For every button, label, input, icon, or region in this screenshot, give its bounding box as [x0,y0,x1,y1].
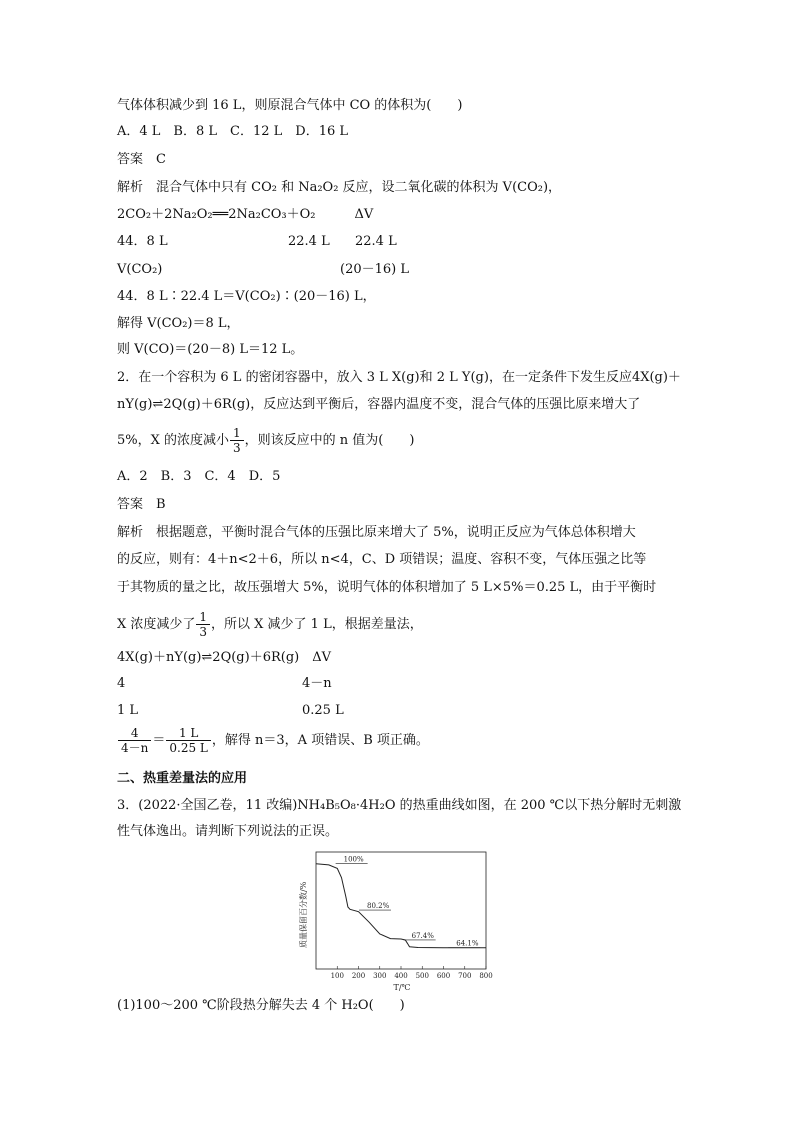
q1-solve1: 解得 V(CO₂)＝8 L， [117,316,240,331]
q3-line1: 3．(2022·全国乙卷，11 改编)NH₄B₅O₈·4H₂O 的热重曲线如图，在 200 ℃以下热分解时无刺激 [117,798,682,813]
x-axis-label: T/℃ [393,983,411,992]
q2-conc-frac2-den: 0.25 L [169,741,208,755]
x-tick-label: 200 [351,972,366,980]
q3-item1: (1)100～200 ℃阶段热分解失去 4 个 H₂O( ) [117,998,405,1013]
q1-row1-b: 22.4 L [288,234,330,249]
q2-analysis-l3: 于其物质的量之比，故压强增大 5%，说明气体的体积增加了 5 L×5%＝0.25 L，由于平衡时 [117,580,657,595]
q2-conclusion-line [117,726,429,755]
q2-l4-pre: X 浓度减少了 [117,617,196,632]
x-tick-label: 300 [373,972,387,980]
q2-l4-fraction [196,610,210,639]
q2-analysis-l2: 的反应，则有：4＋n<2＋6，所以 n<4，C、D 项错误；温度、容积不变，气体压强之比等 [117,552,647,567]
annotation-label: 100% [343,855,364,864]
q2-conc-frac1-num: 4 [118,726,151,741]
q2-line3-pre: 5%，X 的浓度减小 [117,433,230,448]
q1-options: A．4 L B．8 L C．12 L D．16 L [117,124,348,139]
q1-solve2: 则 V(CO)＝(20－8) L＝12 L。 [117,342,304,357]
q2-conc-frac2-num: 1 L [166,726,211,741]
x-tick-label: 700 [458,972,472,980]
q1-answer: 答案 C [117,152,166,167]
q2-row1-a: 4 [117,676,126,691]
x-tick-label: 800 [479,972,493,980]
x-tick-label: 100 [330,972,344,980]
q2-fraction-num: 1 [230,426,244,441]
q1-row1-a: 44．8 L [117,234,168,249]
q2-analysis-l4 [117,610,423,639]
q1-analysis-intro: 解析 混合气体中只有 CO₂ 和 Na₂O₂ 反应，设二氧化碳的体积为 V(CO₂)， [117,180,562,195]
q2-options: A．2 B．3 C．4 D．5 [117,469,281,484]
q2-equation: 4X(g)＋nY(g)⇌2Q(g)＋6R(g) ΔV [117,650,331,665]
x-tick-label: 500 [415,972,429,980]
y-axis-label: 质量保留百分数/% [299,881,308,948]
q2-fraction [230,426,244,455]
q2-line1: 2．在一个容积为 6 L 的密闭容器中，放入 3 L X(g)和 2 L Y(g)，在一定条件下发生反应4X(g)＋ [117,370,681,385]
q2-conc-frac1-den: 4－n [121,741,149,755]
tg-curve [316,864,486,948]
q2-line3-post: ，则该反应中的 n 值为( ) [244,433,415,448]
q2-row2-b: 0.25 L [302,703,344,718]
q2-row2-a: 1 L [117,703,139,718]
q2-conc-frac1 [118,726,151,755]
x-ticks [331,966,493,980]
q2-line3 [117,426,414,455]
annotation-label: 64.1% [456,939,479,948]
q2-conc-frac2 [166,726,211,755]
q1-row2-a: V(CO₂) [117,262,163,277]
q1-row1-c: 22.4 L [355,234,397,249]
annotation-leaders [336,864,481,948]
q2-conc-eqsign: ＝ [152,733,166,748]
q2-conc-text: ，解得 n＝3，A 项错误、B 项正确。 [211,733,429,748]
q2-row1-b: 4－n [302,676,332,691]
x-tick-label: 400 [394,972,408,980]
q2-answer: 答案 B [117,497,166,512]
annotation-label: 80.2% [367,902,390,911]
q1-row2-b: (20－16) L [340,262,409,277]
q2-fraction-den: 3 [233,441,241,455]
q2-l4-fraction-den: 3 [199,625,208,639]
q2-l4-fraction-num: 1 [196,610,210,625]
section-heading: 二、热重差量法的应用 [117,771,248,786]
q2-line2: nY(g)⇌2Q(g)＋6R(g)，反应达到平衡后，容器内温度不变，混合气体的压强比原来增大了 [117,397,641,412]
x-tick-label: 600 [436,972,451,980]
q1-stem-tail: 气体体积减少到 16 L，则原混合气体中 CO 的体积为( ) [117,98,463,113]
q1-equation: 2CO₂＋2Na₂O₂══2Na₂CO₃＋O₂ ΔV [117,207,374,222]
annotations [344,856,479,948]
q1-ratio: 44．8 L∶22.4 L＝V(CO₂)∶(20－16) L， [117,289,376,304]
annotation-label: 67.4% [411,931,434,940]
q2-l4-post: ，所以 X 减少了 1 L，根据差量法， [211,617,423,632]
chart-frame [316,852,486,969]
thermogravimetric-chart [294,848,494,996]
q3-line2: 性气体逸出。请判断下列说法的正误。 [117,824,339,839]
q2-analysis-l1: 解析 根据题意，平衡时混合气体的压强比原来增大了 5%，说明正反应为气体总体积增大 [117,525,636,540]
